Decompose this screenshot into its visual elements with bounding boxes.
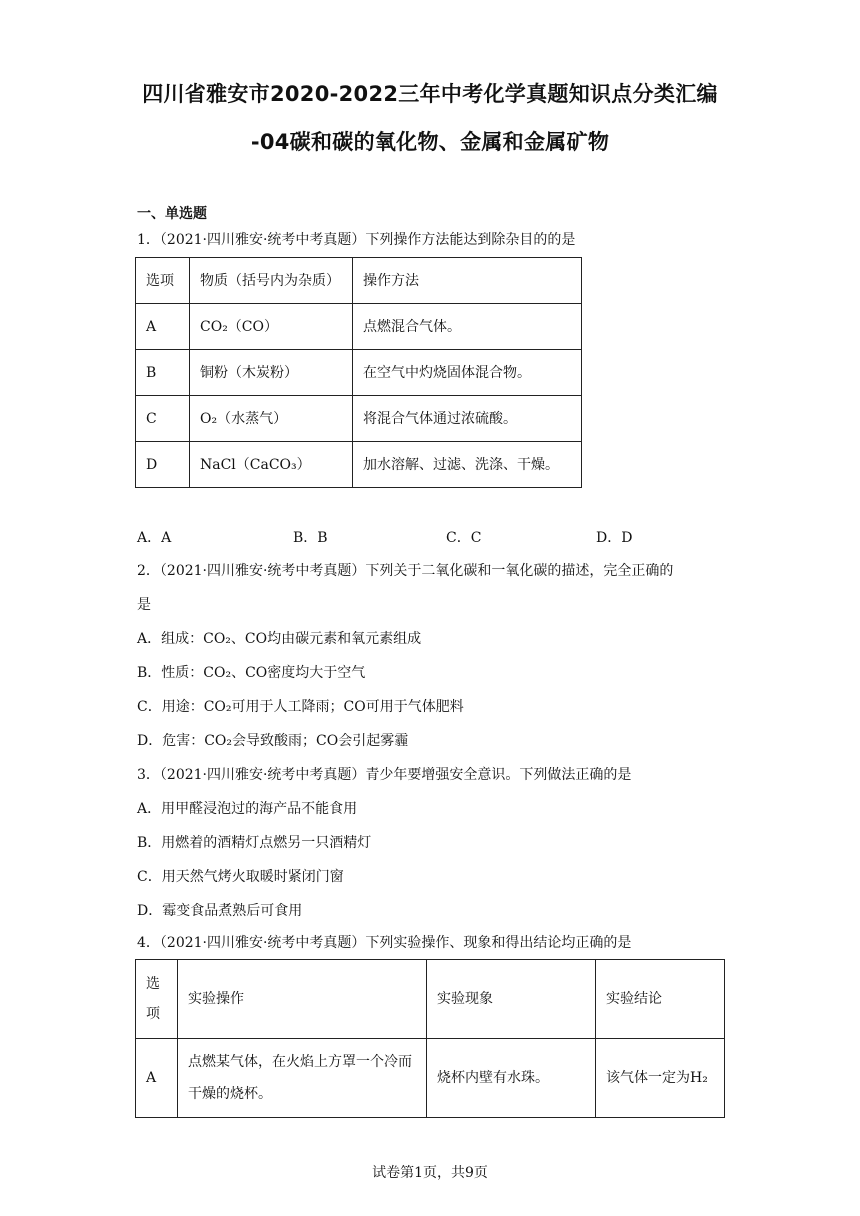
document-title-line-1: 四川省雅安市2020-2022三年中考化学真题知识点分类汇编	[142, 82, 718, 106]
table-header-cell: 实验结论	[596, 960, 725, 1039]
section-heading: 一、单选题	[137, 206, 207, 222]
question-3-stem: 3．（2021·四川雅安·统考中考真题）青少年要增强安全意识。下列做法正确的是	[137, 767, 632, 783]
table-cell: 铜粉（木炭粉）	[190, 350, 353, 396]
question-2-option-c: C．用途：CO₂可用于人工降雨；CO可用于气体肥料	[137, 699, 464, 715]
table-header-row	[136, 258, 582, 304]
question-1-option-a: A．A	[137, 530, 172, 546]
table-cell: CO₂（CO）	[190, 304, 353, 350]
question-2-option-d: D．危害：CO₂会导致酸雨；CO会引起雾霾	[137, 733, 409, 749]
table-row	[136, 396, 582, 442]
table-header-cell: 选项	[136, 258, 190, 304]
table-header-cell: 实验操作	[178, 960, 427, 1039]
table-cell: D	[136, 442, 190, 488]
question-2-stem: 2．（2021·四川雅安·统考中考真题）下列关于二氧化碳和一氧化碳的描述，完全正确的	[137, 563, 674, 579]
table-row	[136, 442, 582, 488]
table-row	[136, 1039, 725, 1118]
table-cell: 点燃混合气体。	[353, 304, 582, 350]
question-2-stem-continued: 是	[137, 597, 151, 613]
question-1-stem: 1．（2021·四川雅安·统考中考真题）下列操作方法能达到除杂目的的是	[137, 232, 576, 248]
table-row	[136, 350, 582, 396]
table-cell: 点燃某气体，在火焰上方罩一个冷而干燥的烧杯。	[178, 1039, 427, 1118]
question-3-option-d: D．霉变食品煮熟后可食用	[137, 903, 303, 919]
table-cell: 将混合气体通过浓硫酸。	[353, 396, 582, 442]
table-row	[136, 304, 582, 350]
table-cell: B	[136, 350, 190, 396]
table-cell: 该气体一定为H₂	[596, 1039, 725, 1118]
table-header-row	[136, 960, 725, 1039]
document-title-line-2: -04碳和碳的氧化物、金属和金属矿物	[250, 130, 610, 154]
page-footer: 试卷第1页，共9页	[372, 1165, 488, 1181]
question-3-option-c: C．用天然气烤火取暖时紧闭门窗	[137, 869, 344, 885]
table-cell: C	[136, 396, 190, 442]
table-header-cell: 选项	[136, 960, 178, 1039]
table-cell: O₂（水蒸气）	[190, 396, 353, 442]
table-header-cell: 物质（括号内为杂质）	[190, 258, 353, 304]
table-cell: 加水溶解、过滤、洗涤、干燥。	[353, 442, 582, 488]
question-3-option-b: B．用燃着的酒精灯点燃另一只酒精灯	[137, 835, 372, 851]
table-cell: A	[136, 304, 190, 350]
question-1-option-d: D．D	[596, 530, 633, 546]
question-4-stem: 4．（2021·四川雅安·统考中考真题）下列实验操作、现象和得出结论均正确的是	[137, 935, 632, 951]
table-header-cell: 操作方法	[353, 258, 582, 304]
question-2-option-b: B．性质：CO₂、CO密度均大于空气	[137, 665, 366, 681]
question-3-option-a: A．用甲醛浸泡过的海产品不能食用	[137, 801, 358, 817]
table-cell: 在空气中灼烧固体混合物。	[353, 350, 582, 396]
question-1-table	[135, 257, 582, 488]
table-cell: NaCl（CaCO₃）	[190, 442, 353, 488]
table-cell: 烧杯内壁有水珠。	[427, 1039, 596, 1118]
question-2-option-a: A．组成：CO₂、CO均由碳元素和氧元素组成	[137, 631, 422, 647]
question-1-option-b: B．B	[293, 530, 328, 546]
question-4-table	[135, 959, 725, 1118]
table-cell: A	[136, 1039, 178, 1118]
question-1-option-c: C．C	[446, 530, 482, 546]
table-header-cell: 实验现象	[427, 960, 596, 1039]
